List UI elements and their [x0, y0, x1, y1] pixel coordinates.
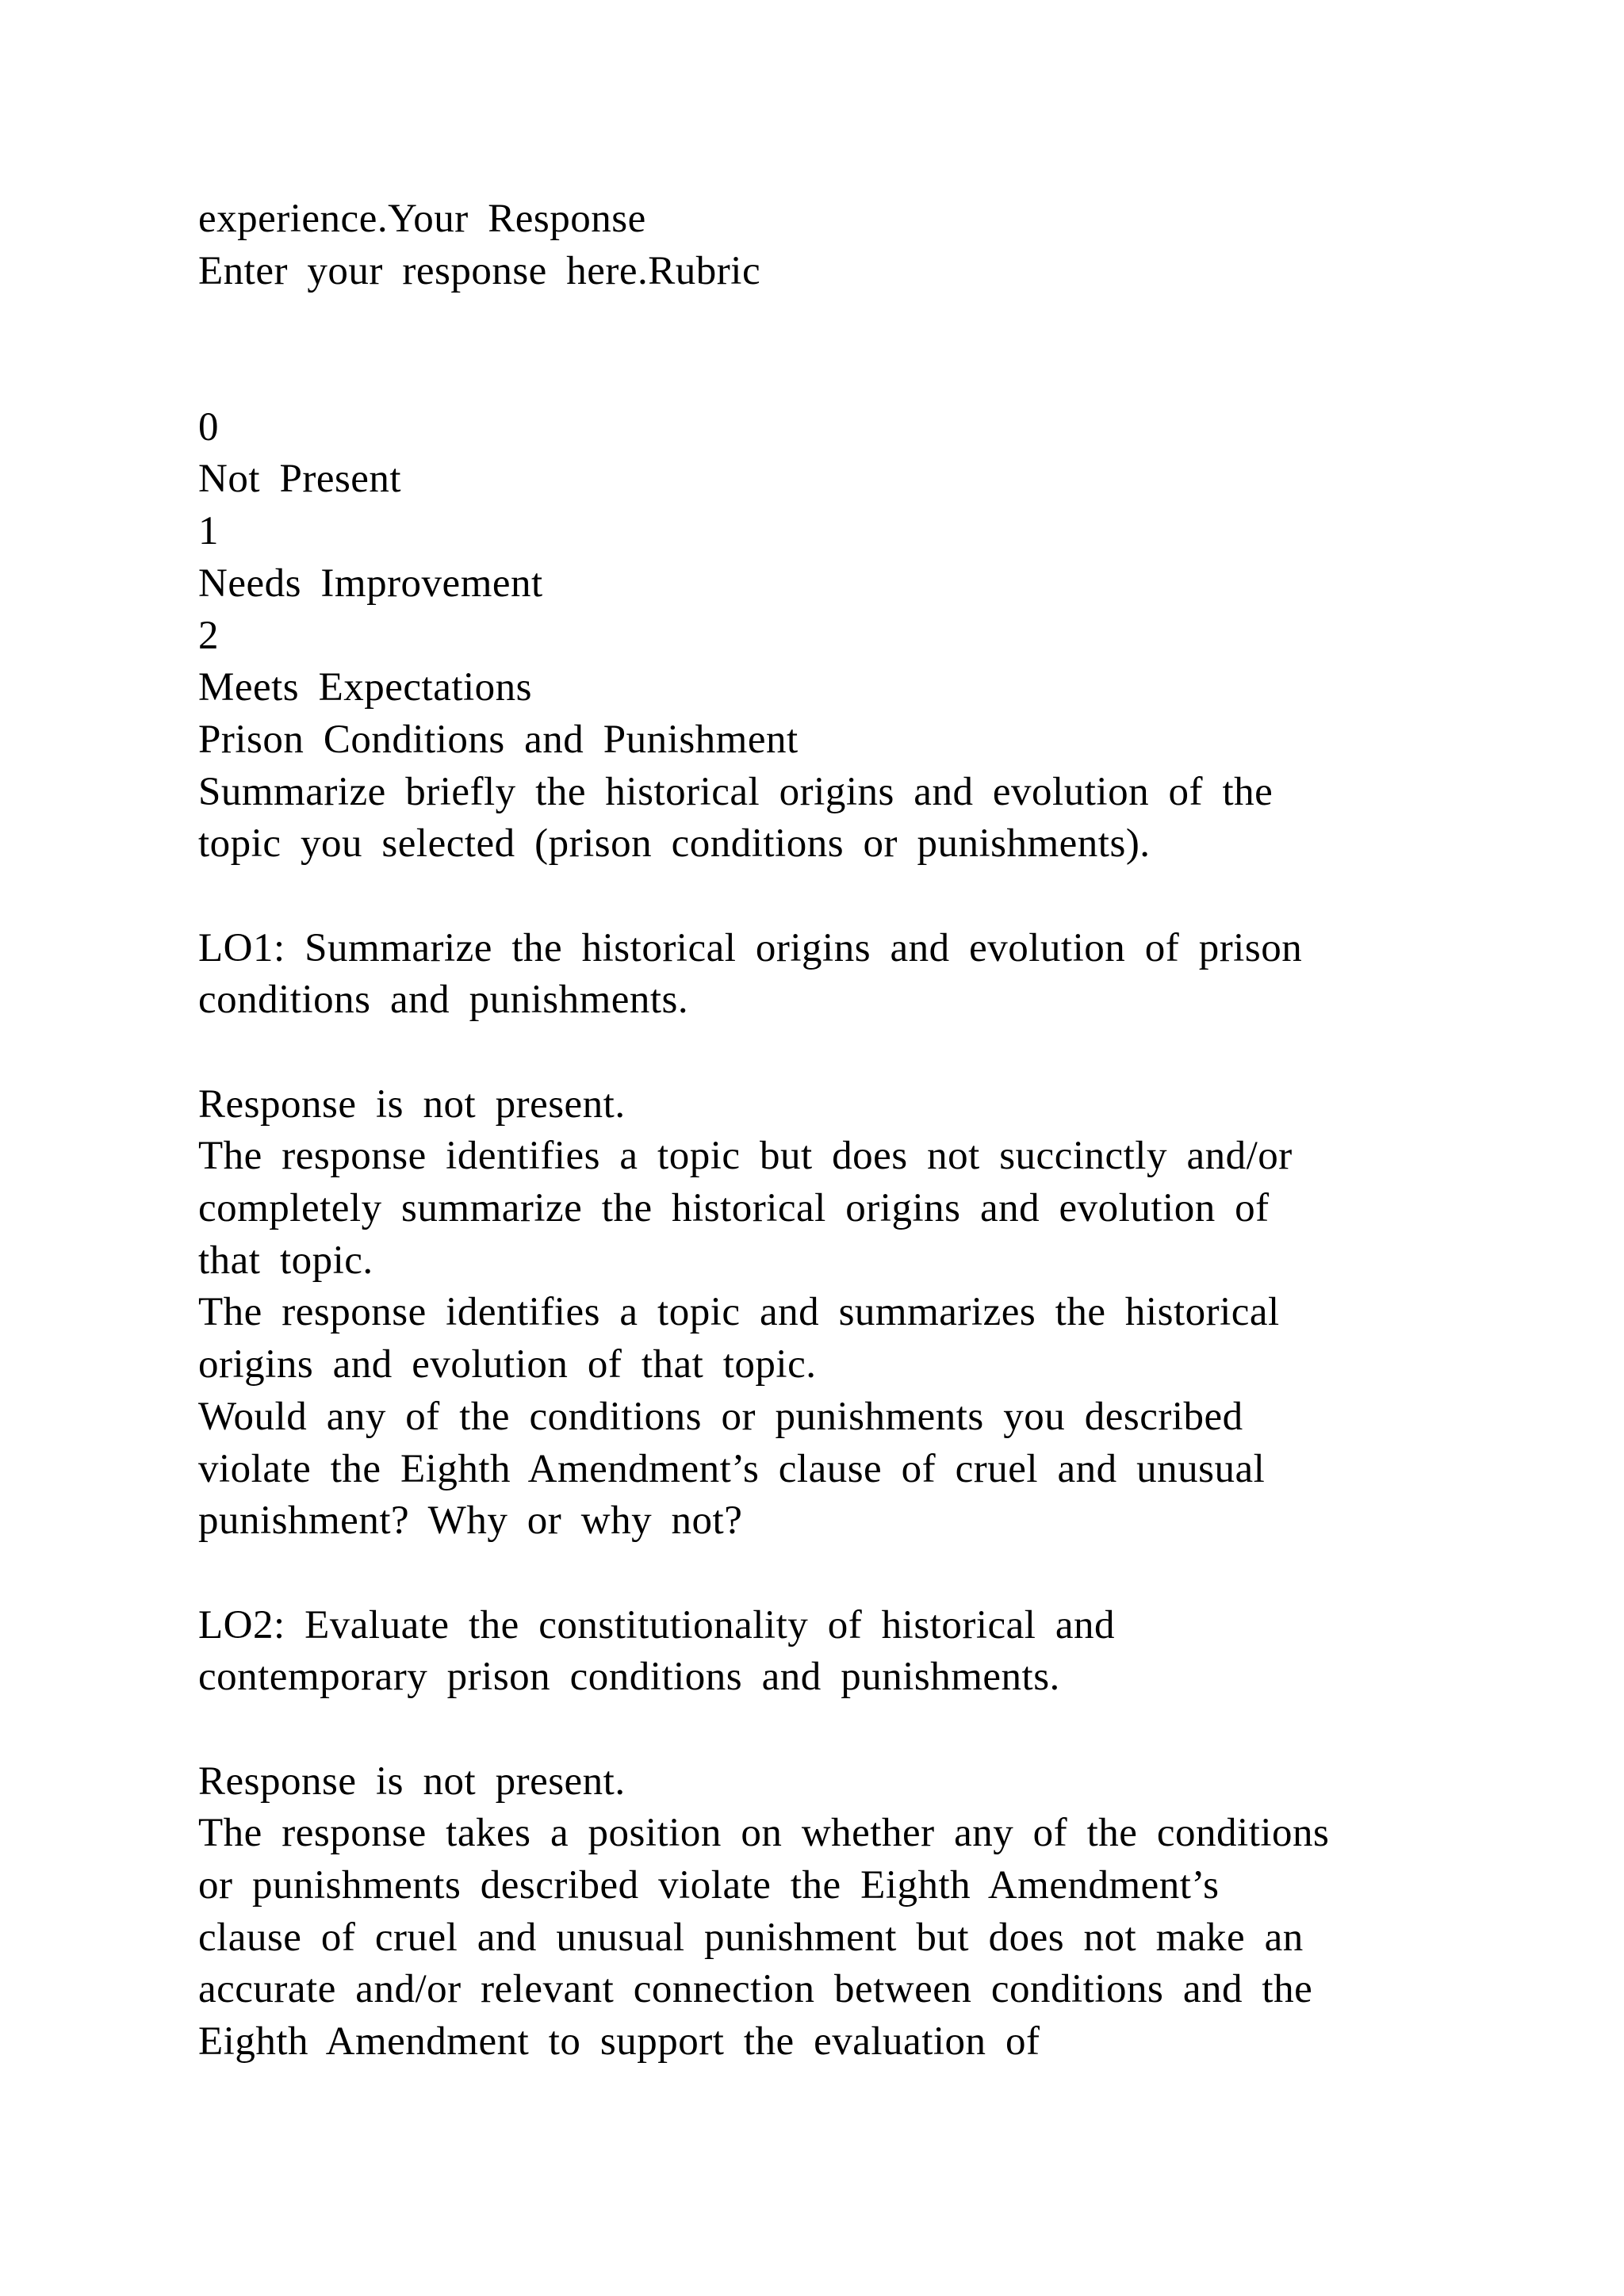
text-line: Would any of the conditions or punishments you described: [198, 1394, 1243, 1439]
text-line: or punishments described violate the Eighth Amendment’s: [198, 1863, 1220, 1908]
text-line: violate the Eighth Amendment’s clause of cruel and unusual: [198, 1446, 1266, 1491]
blank-line: [198, 1704, 1467, 1756]
text-line: that topic.: [198, 1238, 373, 1283]
learning-objective-lo2: LO2: Evaluate the constitutionality of historical and: [198, 1602, 1116, 1647]
rubric-score-2: 2: [198, 613, 219, 658]
text-line: Response is not present.: [198, 1081, 626, 1127]
text-line: Enter your response here.Rubric: [198, 248, 761, 293]
blank-line: [198, 1027, 1467, 1079]
text-line: The response identifies a topic but does not succinctly and/or: [198, 1134, 1293, 1179]
blank-line: [198, 297, 1467, 350]
text-line: The response identifies a topic and summarizes the historical: [198, 1290, 1280, 1335]
learning-objective-lo1: LO1: Summarize the historical origins and evolution of prison: [198, 925, 1303, 970]
blank-line: [198, 350, 1467, 402]
rubric-score-1: 1: [198, 509, 219, 554]
text-line: clause of cruel and unusual punishment but does not make an: [198, 1915, 1304, 1960]
rubric-score-0: 0: [198, 404, 219, 450]
text-line: Response is not present.: [198, 1758, 626, 1804]
rubric-level-not-present: Not Present: [198, 457, 402, 502]
text-line: Summarize briefly the historical origins and evolution of the: [198, 769, 1274, 814]
text-line: completely summarize the historical origins and evolution of: [198, 1186, 1270, 1231]
text-line: experience.Your Response: [198, 197, 646, 241]
rubric-level-meets-expectations: Meets Expectations: [198, 665, 533, 710]
text-line: conditions and punishments.: [198, 978, 689, 1023]
document-text: [198, 193, 1467, 2068]
text-line: topic you selected (prison conditions or punishments).: [198, 821, 1151, 867]
text-line: Eighth Amendment to support the evaluation of: [198, 2019, 1040, 2064]
blank-line: [198, 1548, 1467, 1600]
blank-line: [198, 871, 1467, 923]
rubric-criterion-title: Prison Conditions and Punishment: [198, 717, 799, 762]
text-line: origins and evolution of that topic.: [198, 1342, 817, 1387]
rubric-level-needs-improvement: Needs Improvement: [198, 561, 543, 606]
text-line: contemporary prison conditions and punishments.: [198, 1655, 1060, 1700]
text-line: The response takes a position on whether any of the conditions: [198, 1811, 1330, 1856]
text-line: accurate and/or relevant connection between conditions and the: [198, 1967, 1313, 2012]
text-line: punishment? Why or why not?: [198, 1498, 743, 1544]
